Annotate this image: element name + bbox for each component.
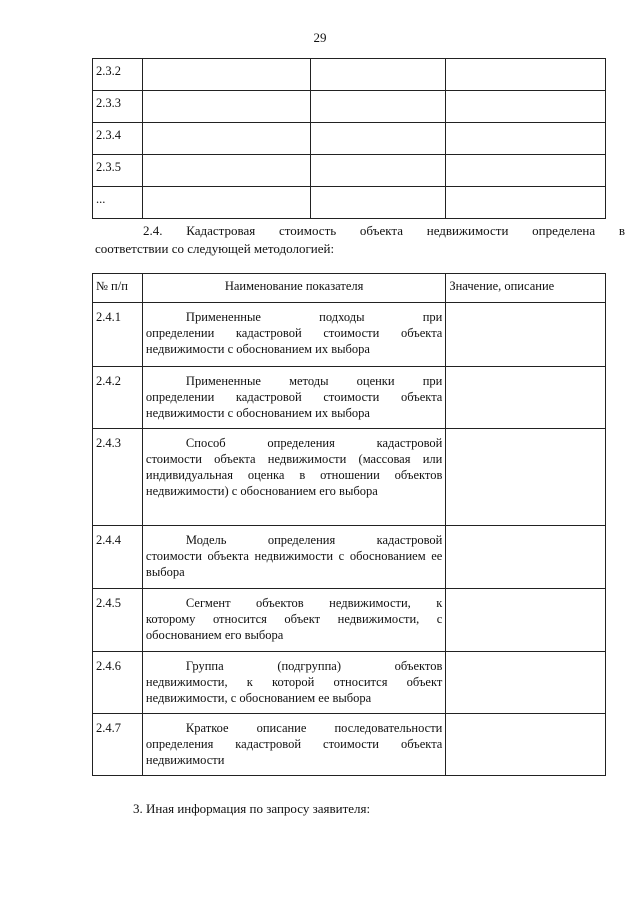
row-number: 2.3.4 bbox=[93, 123, 143, 155]
indicator-value bbox=[446, 589, 606, 652]
row-number: 2.3.3 bbox=[93, 91, 143, 123]
indicator-name-rest: определении кадастровой стоимости объекта недвижимости с обоснованием их выбора bbox=[145, 390, 443, 420]
table-row bbox=[93, 429, 606, 526]
indicator-value bbox=[446, 303, 606, 367]
section-2-4-line-2: соответствии со следующей методологией: bbox=[95, 241, 335, 256]
indicator-name-rest: стоимости объекта недвижимости (массовая или индивидуальная оценка в отношении объектов недвижимости) с обоснованием его выбора bbox=[145, 452, 443, 498]
table-header-row bbox=[93, 274, 606, 303]
row-number: 2.3.2 bbox=[93, 59, 143, 91]
indicator-name bbox=[142, 589, 445, 652]
row-number: 2.4.2 bbox=[93, 367, 143, 429]
indicator-name-first-line: Способ определения кадастровой bbox=[185, 436, 443, 450]
indicator-value bbox=[446, 429, 606, 526]
indicator-name-first-line: Примененные подходы при bbox=[185, 310, 443, 324]
indicator-name-rest: которому относится объект недвижимости, с обоснованием его выбора bbox=[145, 612, 443, 642]
methodology-table bbox=[92, 273, 606, 776]
table-row bbox=[93, 367, 606, 429]
indicator-name-first-line: Краткое описание последовательности bbox=[185, 721, 443, 735]
header-value: Значение, описание bbox=[446, 274, 606, 303]
table-row bbox=[93, 155, 606, 187]
row-number: 2.4.6 bbox=[93, 652, 143, 714]
indicator-value bbox=[446, 367, 606, 429]
row-number: ... bbox=[93, 187, 143, 219]
table-row bbox=[93, 59, 606, 91]
page-number: 29 bbox=[313, 30, 327, 45]
indicator-name-rest: определении кадастровой стоимости объекта недвижимости с обоснованием их выбора bbox=[145, 326, 443, 356]
section-2-4-line-1: 2.4. Кадастровая стоимость объекта недвижимости определена в bbox=[143, 223, 625, 238]
table-row bbox=[93, 303, 606, 367]
section-2-4-paragraph bbox=[95, 222, 625, 258]
previous-section-table bbox=[92, 58, 606, 219]
section-3-paragraph: 3. Иная информация по запросу заявителя: bbox=[133, 801, 371, 816]
table-row bbox=[93, 91, 606, 123]
indicator-name-first-line: Примененные методы оценки при bbox=[185, 374, 443, 388]
indicator-name-first-line: Модель определения кадастровой bbox=[185, 533, 443, 547]
indicator-name bbox=[142, 303, 445, 367]
row-number: 2.4.4 bbox=[93, 526, 143, 589]
indicator-value bbox=[446, 652, 606, 714]
table-row bbox=[93, 187, 606, 219]
indicator-name bbox=[142, 526, 445, 589]
row-number: 2.4.5 bbox=[93, 589, 143, 652]
table-row bbox=[93, 714, 606, 776]
table-row bbox=[93, 652, 606, 714]
header-name: Наименование показателя bbox=[142, 274, 445, 303]
table-row bbox=[93, 589, 606, 652]
indicator-value bbox=[446, 714, 606, 776]
row-number: 2.3.5 bbox=[93, 155, 143, 187]
indicator-name-first-line: Группа (подгруппа) объектов bbox=[185, 659, 443, 673]
indicator-name bbox=[142, 714, 445, 776]
indicator-name bbox=[142, 367, 445, 429]
indicator-name bbox=[142, 429, 445, 526]
indicator-name-rest: стоимости объекта недвижимости с обоснованием ее выбора bbox=[145, 549, 443, 579]
indicator-name-first-line: Сегмент объектов недвижимости, к bbox=[185, 596, 443, 610]
row-number: 2.4.1 bbox=[93, 303, 143, 367]
header-number: № п/п bbox=[93, 274, 143, 303]
table-row bbox=[93, 123, 606, 155]
row-number: 2.4.7 bbox=[93, 714, 143, 776]
table-row bbox=[93, 526, 606, 589]
indicator-name bbox=[142, 652, 445, 714]
row-number: 2.4.3 bbox=[93, 429, 143, 526]
indicator-name-rest: недвижимости, к которой относится объект недвижимости, с обоснованием ее выбора bbox=[145, 675, 443, 705]
indicator-value bbox=[446, 526, 606, 589]
indicator-name-rest: определения кадастровой стоимости объекта недвижимости bbox=[145, 737, 443, 767]
